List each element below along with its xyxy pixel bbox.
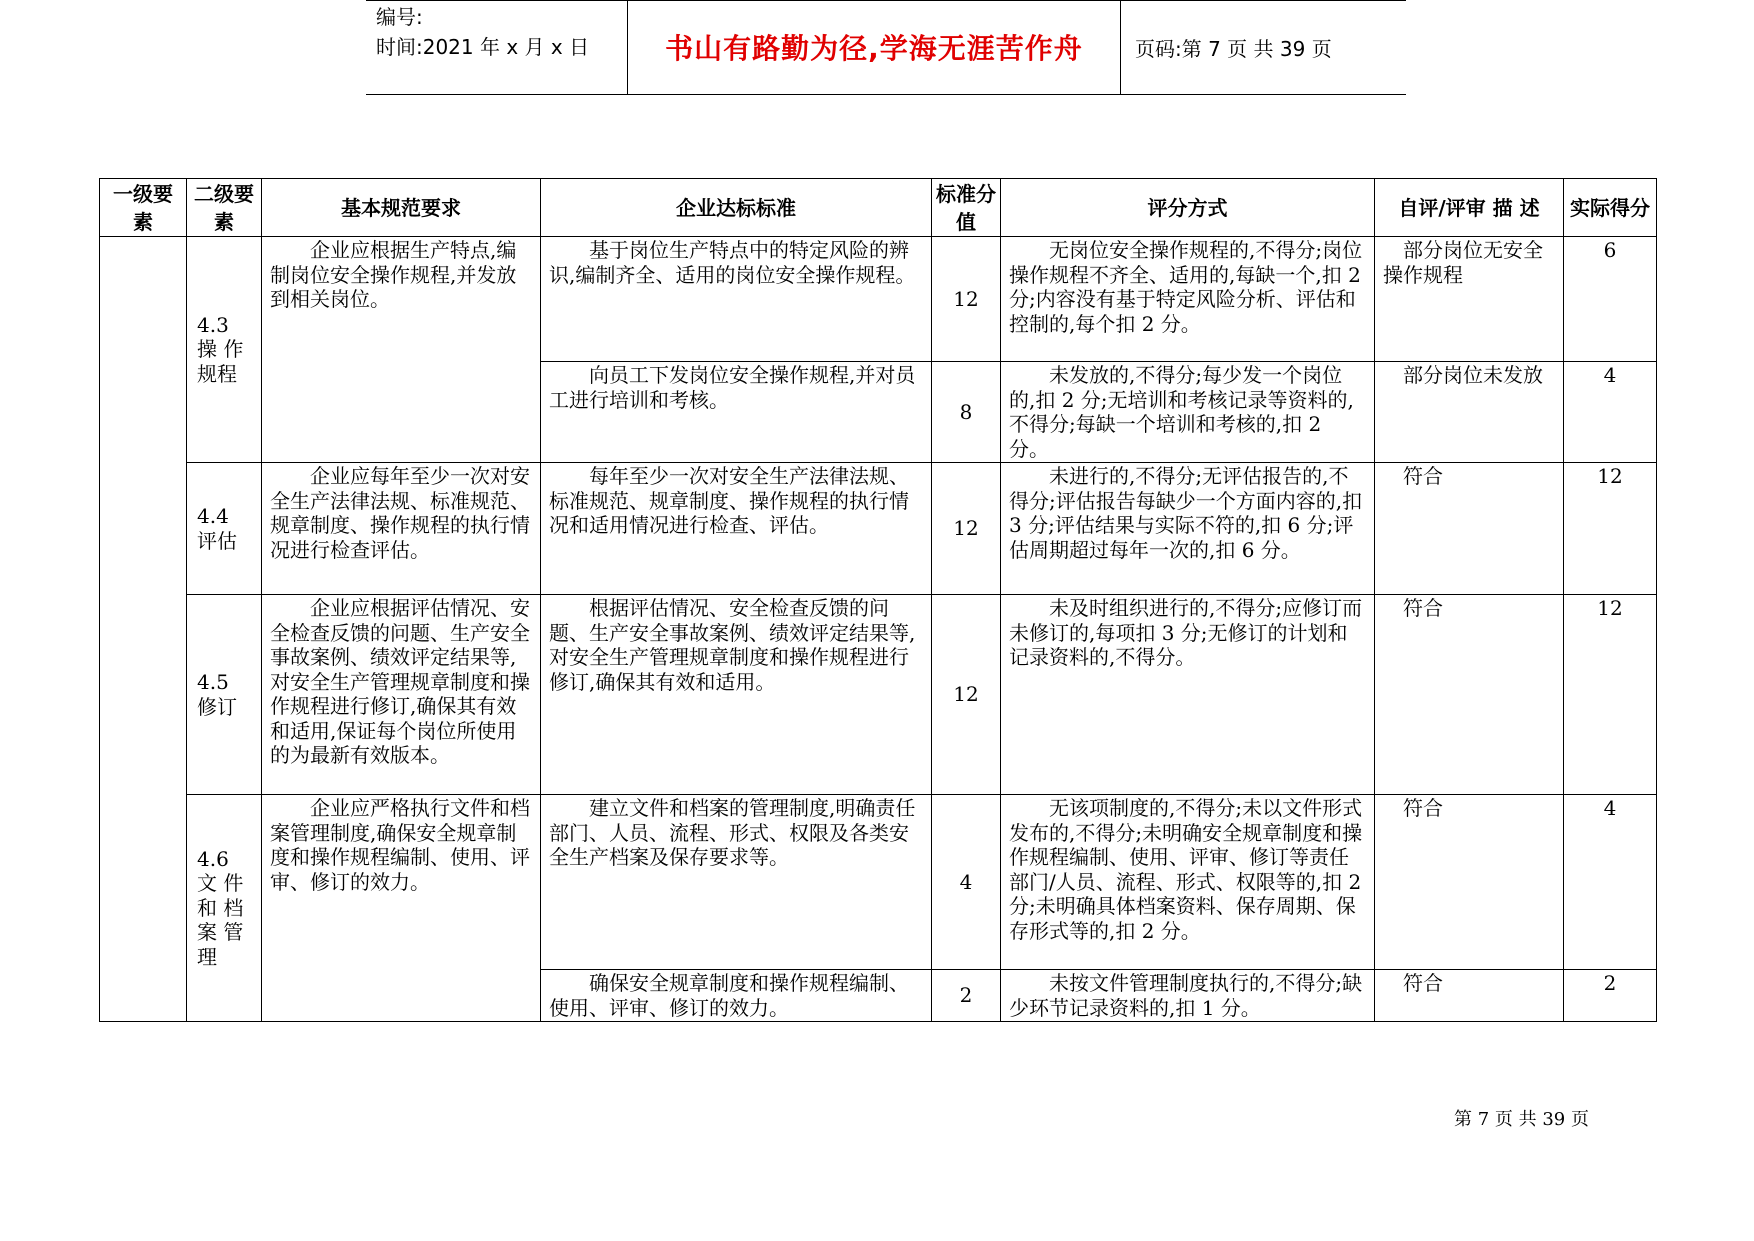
col-header-l1: 一级要素 [100,179,187,237]
col-header-standard: 企业达标标准 [541,179,932,237]
page-header [366,0,1406,95]
cell-actual: 12 [1564,595,1657,795]
col-header-method: 评分方式 [1001,179,1375,237]
table-row [100,463,1657,595]
cell-actual: 2 [1564,970,1657,1022]
col-header-actual: 实际得分 [1564,179,1657,237]
col-header-std-score: 标准分值 [932,179,1001,237]
cell-method: 未按文件管理制度执行的,不得分;缺少环节记录资料的,扣 1 分。 [1001,970,1375,1022]
cell-review: 符合 [1375,463,1564,595]
cell-review: 符合 [1375,795,1564,970]
cell-method: 无该项制度的,不得分;未以文件形式发布的,不得分;未明确安全规章制度和操作规程编制、使用、评审、修订等责任部门/人员、流程、形式、权限等的,扣 2 分;未明确具体档案资料、保存周期、保存形式等的,扣 2 分。 [1001,795,1375,970]
scoring-table [99,178,1657,1022]
header-date: 时间:2021 年 x 月 x 日 [376,35,590,59]
header-number: 编号: [376,5,423,29]
cell-actual: 12 [1564,463,1657,595]
cell-actual: 4 [1564,362,1657,463]
cell-standard: 每年至少一次对安全生产法律法规、标准规范、规章制度、操作规程的执行情况和适用情况进行检查、评估。 [541,463,932,595]
cell-std-score: 4 [932,795,1001,970]
cell-l2: 4.6 文 件 和 档 案 管 理 [187,795,262,1022]
cell-standard: 建立文件和档案的管理制度,明确责任部门、人员、流程、形式、权限及各类安全生产档案及保存要求等。 [541,795,932,970]
cell-basic: 企业应根据生产特点,编制岗位安全操作规程,并发放到相关岗位。 [262,237,541,463]
cell-std-score: 2 [932,970,1001,1022]
cell-standard: 基于岗位生产特点中的特定风险的辨识,编制齐全、适用的岗位安全操作规程。 [541,237,932,362]
cell-l2: 4.5 修订 [187,595,262,795]
cell-std-score: 12 [932,463,1001,595]
col-header-review: 自评/评审 描 述 [1375,179,1564,237]
table-row [100,595,1657,795]
header-motto: 书山有路勤为径,学海无涯苦作舟 [628,0,1121,94]
col-header-basic: 基本规范要求 [262,179,541,237]
cell-std-score: 12 [932,237,1001,362]
table-row [100,237,1657,362]
cell-l2: 4.3 操 作 规程 [187,237,262,463]
cell-review: 部分岗位无安全操作规程 [1375,237,1564,362]
cell-method: 未发放的,不得分;每少发一个岗位的,扣 2 分;无培训和考核记录等资料的,不得分;每缺一个培训和考核的,扣 2 分。 [1001,362,1375,463]
cell-review: 部分岗位未发放 [1375,362,1564,463]
page-footer: 第 7 页 共 39 页 [1454,1109,1589,1130]
header-page-label: 页码:第 7 页 共 39 页 [1135,36,1332,61]
cell-l1-empty [100,237,187,1022]
cell-method: 未进行的,不得分;无评估报告的,不得分;评估报告每缺少一个方面内容的,扣 3 分;评估结果与实际不符的,扣 6 分;评估周期超过每年一次的,扣 6 分。 [1001,463,1375,595]
cell-std-score: 12 [932,595,1001,795]
cell-actual: 4 [1564,795,1657,970]
cell-l2: 4.4 评估 [187,463,262,595]
table-header-row [100,179,1657,237]
header-left-cell [366,0,628,94]
cell-review: 符合 [1375,595,1564,795]
cell-review: 符合 [1375,970,1564,1022]
cell-basic: 企业应严格执行文件和档案管理制度,确保安全规章制度和操作规程编制、使用、评审、修订的效力。 [262,795,541,1022]
cell-method: 无岗位安全操作规程的,不得分;岗位操作规程不齐全、适用的,每缺一个,扣 2 分;内容没有基于特定风险分析、评估和控制的,每个扣 2 分。 [1001,237,1375,362]
cell-basic: 企业应根据评估情况、安全检查反馈的问题、生产安全事故案例、绩效评定结果等,对安全生产管理规章制度和操作规程进行修订,确保其有效和适用,保证每个岗位所使用的为最新有效版本。 [262,595,541,795]
cell-standard: 向员工下发岗位安全操作规程,并对员工进行培训和考核。 [541,362,932,463]
col-header-l2: 二级要素 [187,179,262,237]
table-row [100,795,1657,970]
cell-method: 未及时组织进行的,不得分;应修订而未修订的,每项扣 3 分;无修订的计划和记录资料的,不得分。 [1001,595,1375,795]
cell-basic: 企业应每年至少一次对安全生产法律法规、标准规范、规章制度、操作规程的执行情况进行检查评估。 [262,463,541,595]
cell-standard: 确保安全规章制度和操作规程编制、使用、评审、修订的效力。 [541,970,932,1022]
cell-actual: 6 [1564,237,1657,362]
cell-std-score: 8 [932,362,1001,463]
cell-standard: 根据评估情况、安全检查反馈的问题、生产安全事故案例、绩效评定结果等,对安全生产管理规章制度和操作规程进行修订,确保其有效和适用。 [541,595,932,795]
